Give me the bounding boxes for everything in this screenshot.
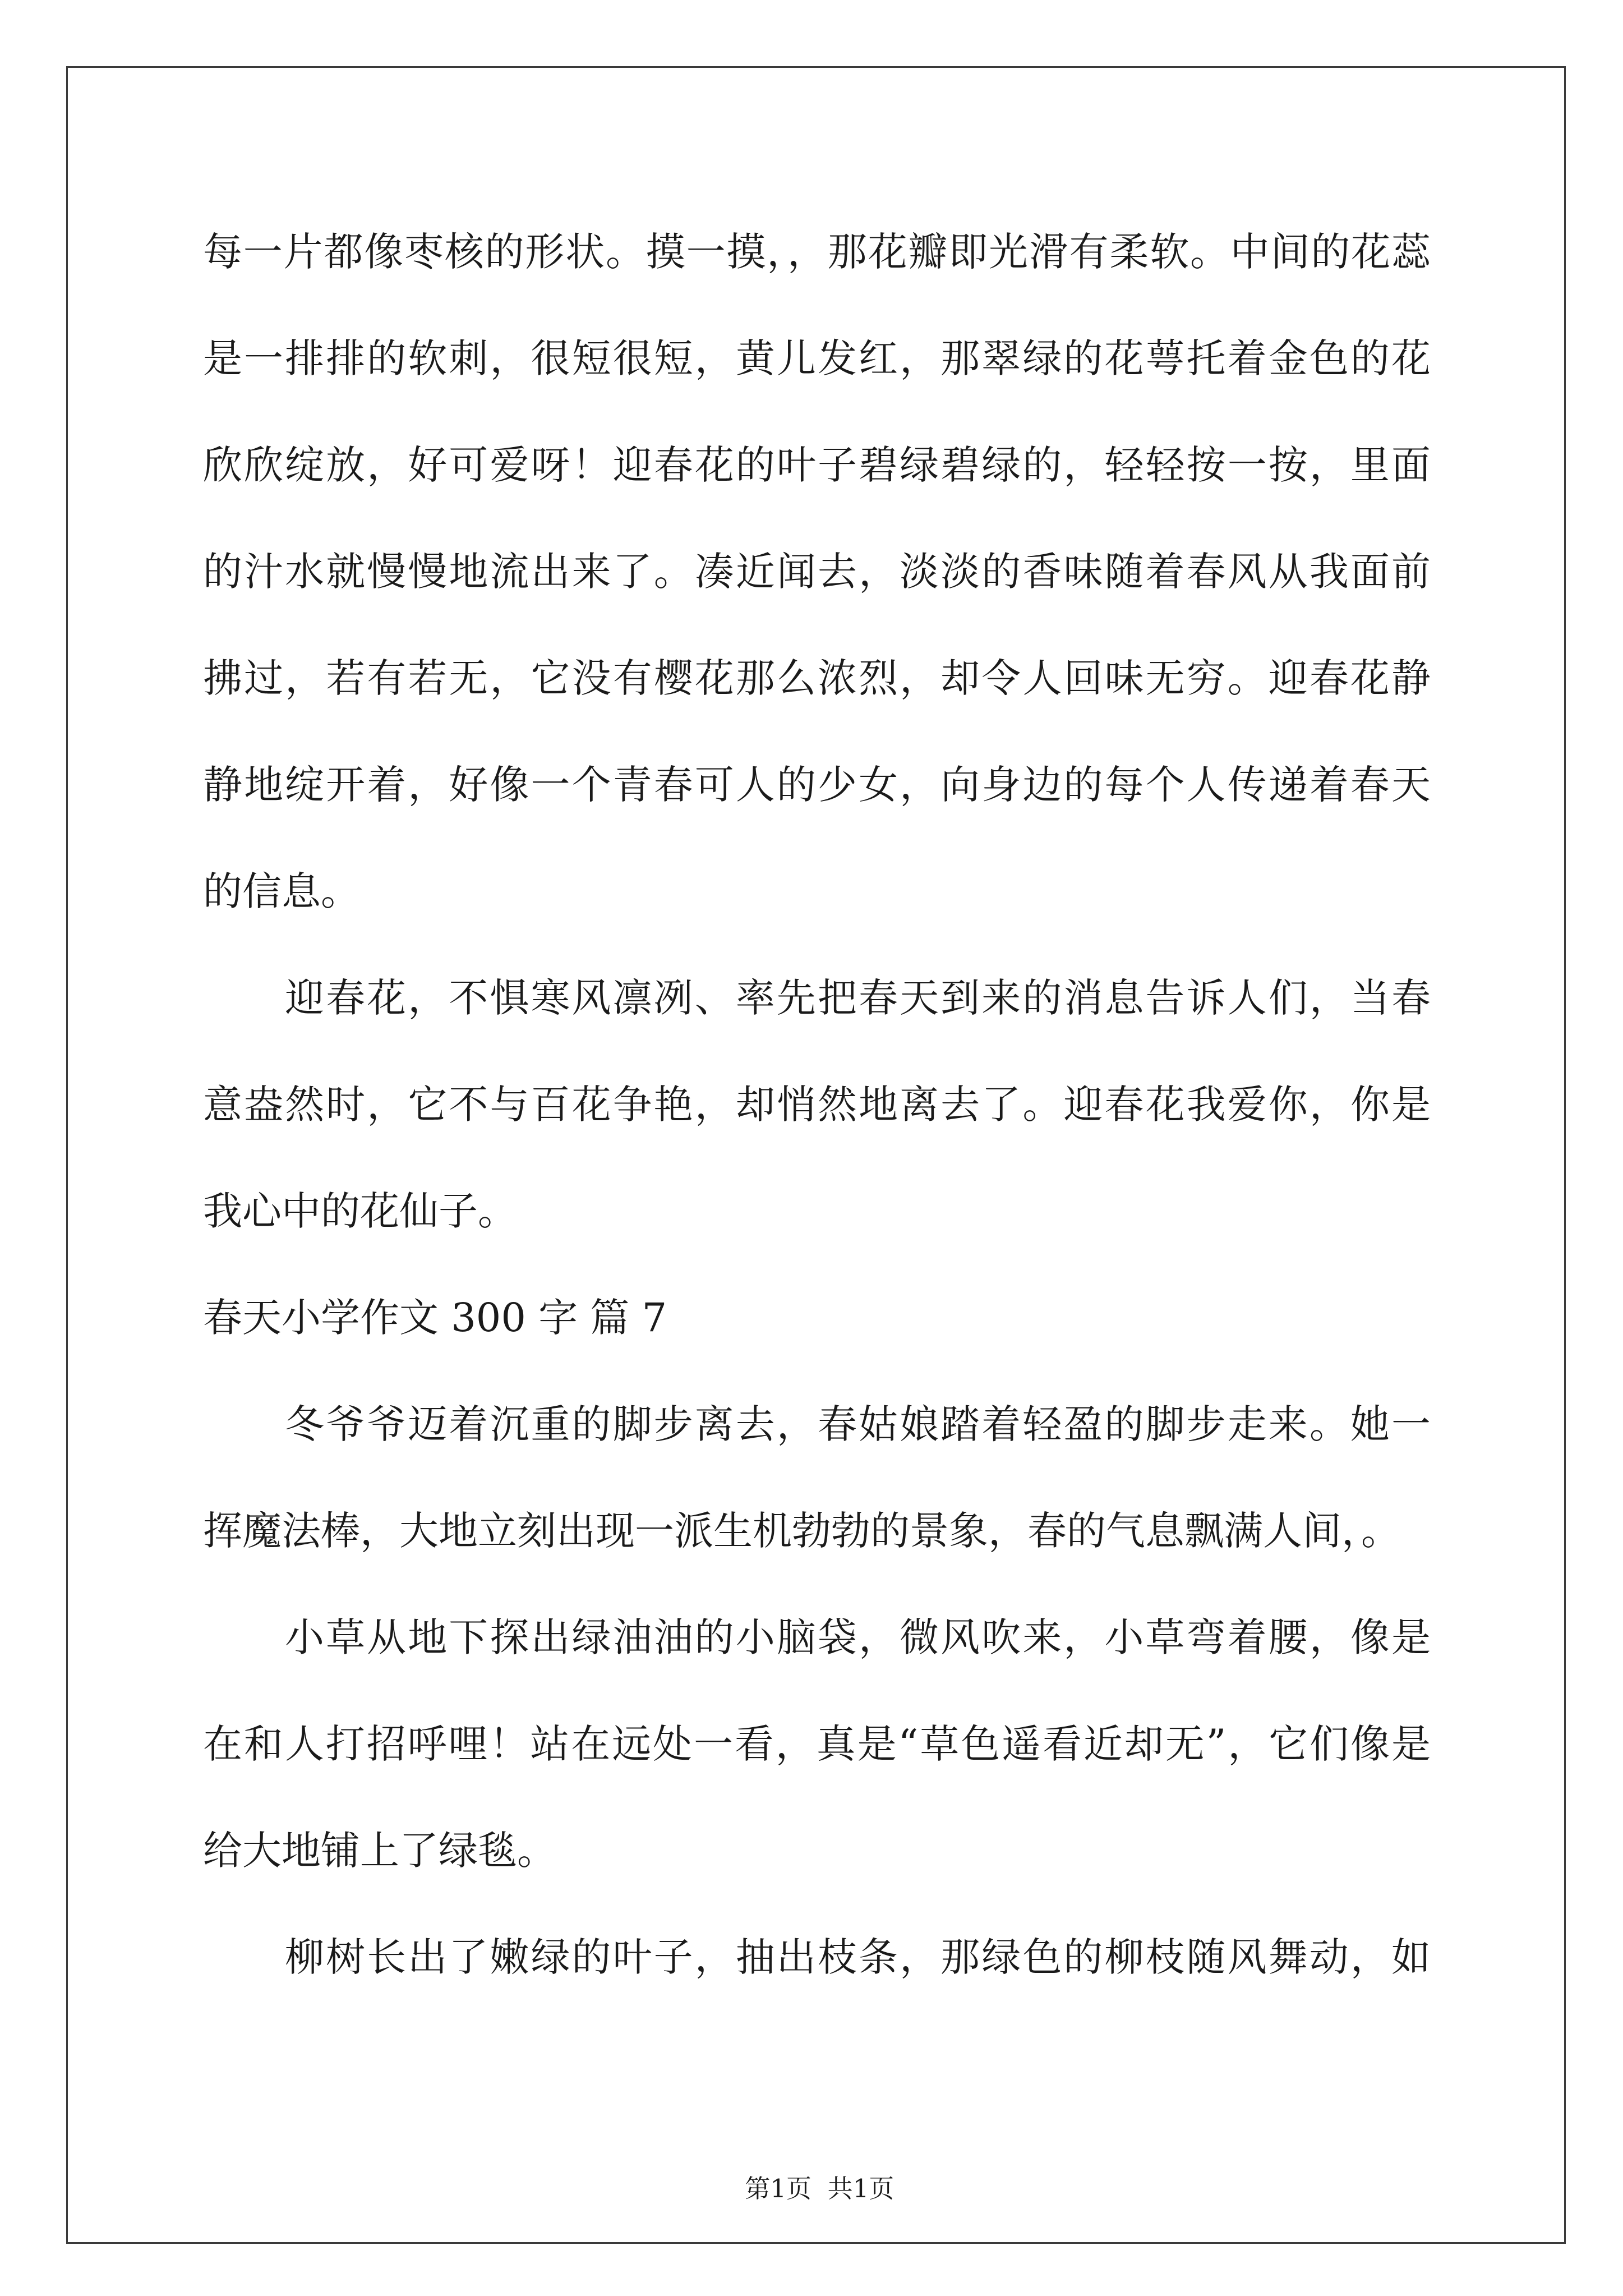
text-line: 小草从地下探出绿油油的小脑袋，微风吹来，小草弯着腰，像是 bbox=[285, 1614, 1431, 1660]
document-body bbox=[203, 199, 1431, 2010]
text-line: 是一排排的软刺，很短很短，黄儿发红，那翠绿的花萼托着金色的花 bbox=[203, 335, 1431, 381]
text-line: 拂过，若有若无，它没有樱花那么浓烈，却令人回味无穷。迎春花静 bbox=[203, 655, 1431, 701]
page-footer bbox=[0, 2138, 1623, 2206]
paragraph bbox=[203, 1371, 1431, 1584]
text-line: 的信息。 bbox=[203, 868, 360, 914]
text-line: 欣欣绽放，好可爱呀！迎春花的叶子碧绿碧绿的，轻轻按一按，里面 bbox=[203, 442, 1431, 488]
section-heading bbox=[203, 1264, 1431, 1371]
text-line: 在和人打招呼哩！站在远处一看，真是“草色遥看近却无”，它们像是 bbox=[203, 1721, 1431, 1767]
paragraph bbox=[203, 945, 1431, 1264]
text-line: 静地绽开着，好像一个青春可人的少女，向身边的每个人传递着春天 bbox=[203, 762, 1431, 808]
paragraph bbox=[203, 1904, 1431, 2010]
text-line: 我心中的花仙子。 bbox=[203, 1188, 517, 1234]
text-line: 柳树长出了嫩绿的叶子，抽出枝条，那绿色的柳枝随风舞动，如 bbox=[285, 1934, 1431, 1980]
text-line: 意盎然时，它不与百花争艳，却悄然地离去了。迎春花我爱你，你是 bbox=[203, 1082, 1431, 1128]
text-line: 的汁水就慢慢地流出来了。凑近闻去，淡淡的香味随着春风从我面前 bbox=[203, 549, 1431, 595]
paragraph bbox=[203, 1584, 1431, 1904]
text-line: 迎春花，不惧寒风凛冽、率先把春天到来的消息告诉人们，当春 bbox=[285, 975, 1431, 1021]
text-line: 冬爷爷迈着沉重的脚步离去，春姑娘踏着轻盈的脚步走来。她一 bbox=[285, 1401, 1431, 1447]
section-heading-text: 春天小学作文 300 字 篇 7 bbox=[203, 1295, 667, 1341]
text-line: 给大地铺上了绿毯。 bbox=[203, 1828, 556, 1874]
text-line: 挥魔法棒，大地立刻出现一派生机勃勃的景象，春的气息飘满人间，。 bbox=[203, 1508, 1400, 1554]
text-line: 每一片都像枣核的形状。摸一摸，，那花瓣即光滑有柔软。中间的花蕊 bbox=[203, 229, 1431, 275]
paragraph bbox=[203, 199, 1431, 945]
page-indicator: 第1页 共1页 bbox=[745, 2174, 895, 2203]
